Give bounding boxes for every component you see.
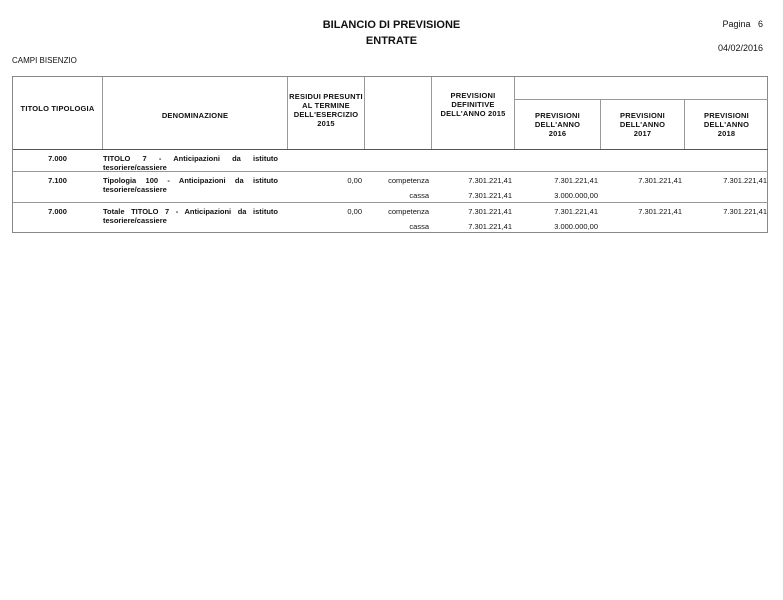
- col-denominazione: DENOMINAZIONE: [161, 110, 229, 120]
- col-titolo-tipologia: TITOLO TIPOLOGIA: [20, 103, 95, 113]
- col-line: DELL'ANNO: [619, 120, 666, 129]
- page-label: Pagina: [722, 19, 751, 29]
- budget-table: [12, 76, 768, 233]
- col-previsioni-2018: [685, 100, 768, 149]
- col-residui-line: DELL'ESERCIZIO: [293, 110, 359, 119]
- col-line: 2016: [548, 129, 567, 138]
- row-cassa-2015: 7.301.221,41: [468, 222, 512, 231]
- col-residui: [288, 77, 364, 143]
- row-code: 7.000: [48, 207, 67, 216]
- divider: [13, 202, 768, 203]
- page-number: 6: [757, 19, 763, 29]
- row-competenza-2016: 7.301.221,41: [554, 207, 598, 216]
- row-denominazione: Totale TITOLO 7 - Anticipazioni da istituto tesoriere/cassiere: [103, 207, 278, 225]
- col-residui-line: AL TERMINE: [302, 101, 350, 110]
- report-subtitle: ENTRATE: [365, 35, 418, 47]
- row-competenza-2016: 7.301.221,41: [554, 176, 598, 185]
- col-previsioni-2016: [515, 100, 600, 149]
- report-title: BILANCIO DI PREVISIONE: [322, 19, 461, 31]
- row-competenza-2017: 7.301.221,41: [638, 207, 682, 216]
- col-residui-line: 2015: [317, 119, 335, 128]
- col-line: DELL'ANNO 2015: [440, 108, 506, 118]
- row-cassa-label: cassa: [409, 222, 429, 231]
- row-cassa-2016: 3.000.000,00: [554, 222, 598, 231]
- row-code: 7.000: [48, 154, 67, 163]
- col-previsioni-2015: [432, 77, 514, 131]
- row-competenza-label: competenza: [388, 207, 429, 216]
- row-code: 7.100: [48, 176, 67, 185]
- col-line: 2018: [717, 129, 736, 138]
- col-line: DEFINITIVE: [451, 99, 495, 109]
- col-line: DELL'ANNO: [703, 120, 750, 129]
- col-previsioni-2017: [601, 100, 684, 149]
- col-line: DELL'ANNO: [534, 120, 581, 129]
- row-denominazione: TITOLO 7 - Anticipazioni da istituto tesoriere/cassiere: [103, 154, 278, 172]
- divider: [364, 77, 365, 149]
- col-residui-line: RESIDUI PRESUNTI: [289, 92, 363, 101]
- ente-name: CAMPI BISENZIO: [12, 56, 77, 65]
- col-line: PREVISIONI: [450, 90, 496, 100]
- report-date: 04/02/2016: [717, 43, 763, 53]
- row-denominazione: Tipologia 100 - Anticipazioni da istituto tesoriere/cassiere: [103, 176, 278, 194]
- page-indicator: [722, 19, 763, 29]
- row-residui: 0,00: [347, 207, 362, 216]
- row-competenza-2015: 7.301.221,41: [468, 176, 512, 185]
- row-competenza-2018: 7.301.221,41: [723, 176, 767, 185]
- row-competenza-label: competenza: [388, 176, 429, 185]
- col-line: PREVISIONI: [704, 111, 749, 120]
- row-residui: 0,00: [347, 176, 362, 185]
- col-line: 2017: [633, 129, 652, 138]
- row-cassa-2016: 3.000.000,00: [554, 191, 598, 200]
- row-competenza-2015: 7.301.221,41: [468, 207, 512, 216]
- col-line: PREVISIONI: [620, 111, 665, 120]
- row-cassa-2015: 7.301.221,41: [468, 191, 512, 200]
- row-competenza-2018: 7.301.221,41: [723, 207, 767, 216]
- col-line: PREVISIONI: [535, 111, 580, 120]
- row-cassa-label: cassa: [409, 191, 429, 200]
- row-competenza-2017: 7.301.221,41: [638, 176, 682, 185]
